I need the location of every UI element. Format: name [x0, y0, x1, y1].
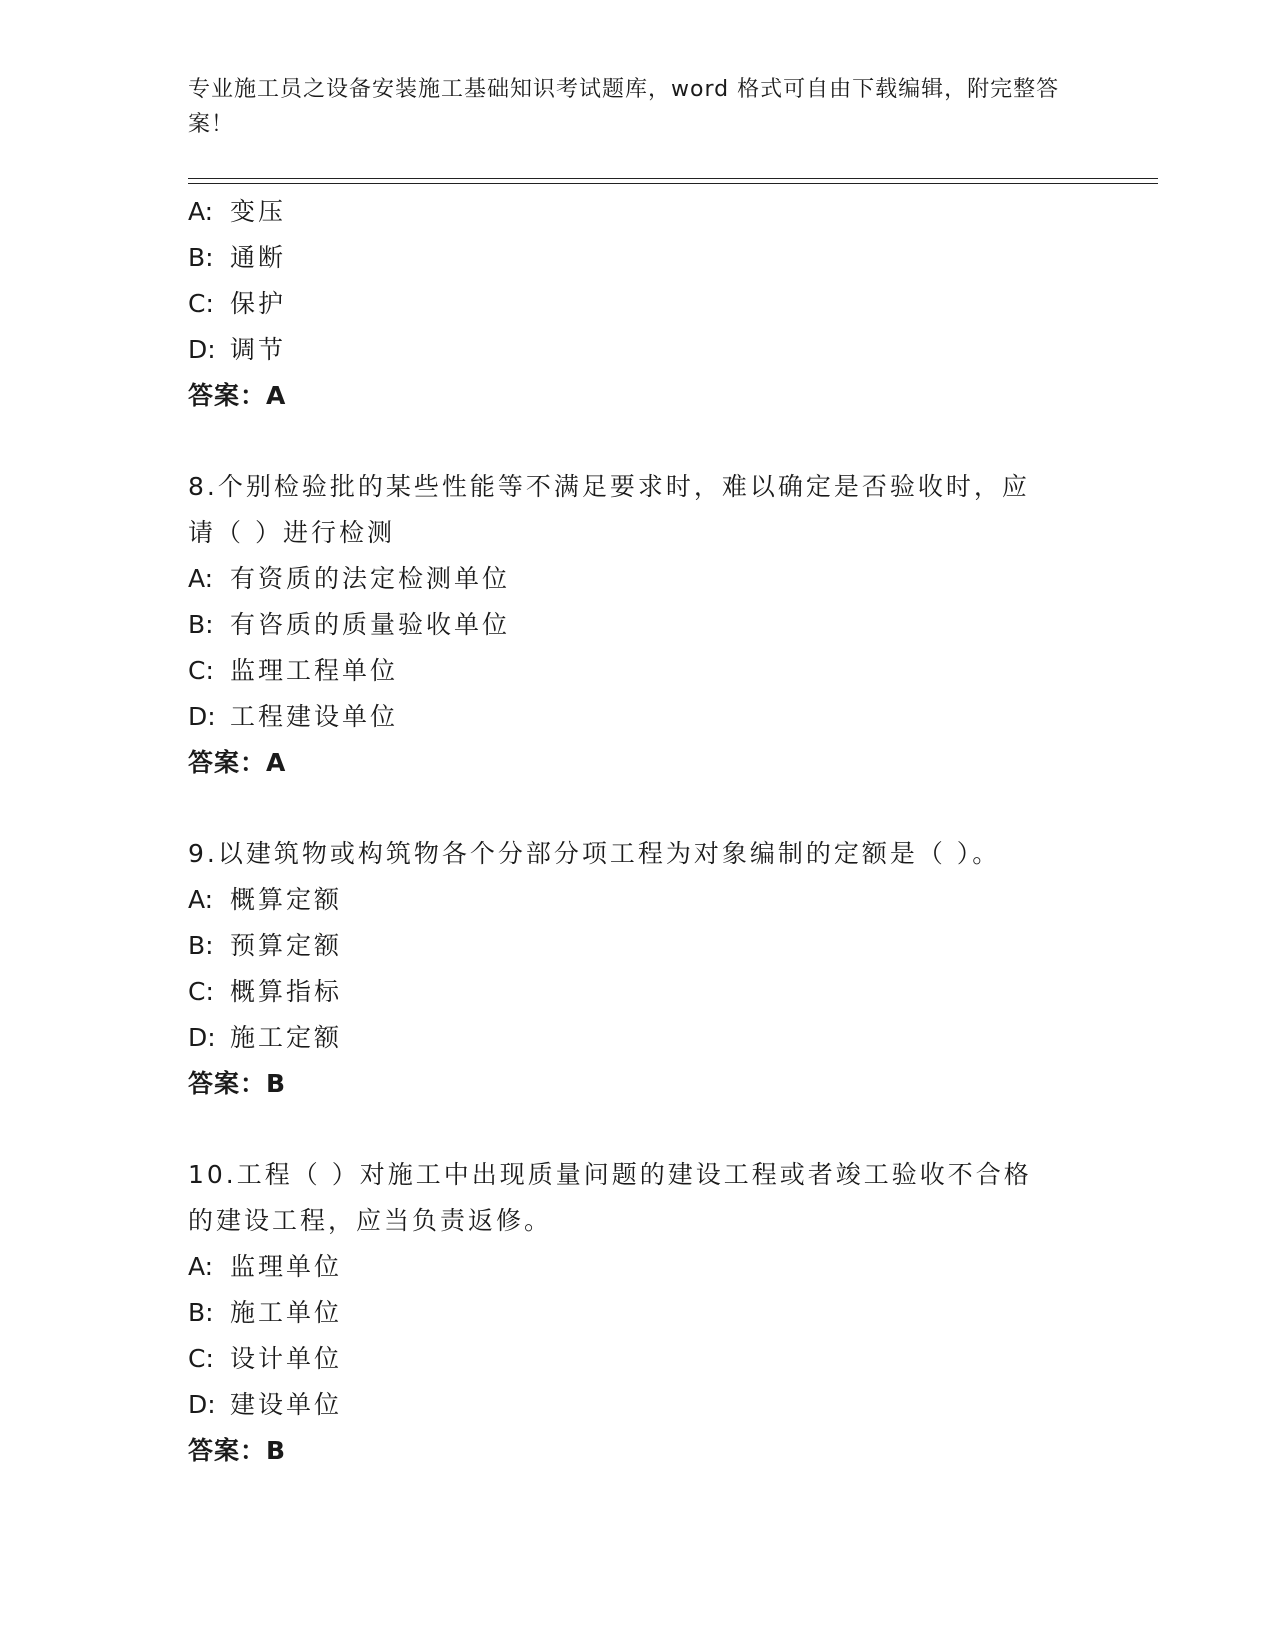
option-a: A: 有资质的法定检测单位	[188, 564, 511, 593]
option-c: C: 概算指标	[188, 977, 343, 1006]
option-c: C: 保护	[188, 289, 287, 318]
option-c: C: 设计单位	[188, 1344, 343, 1373]
answer-line: 答案：B	[188, 1069, 287, 1098]
document-header: 专业施工员之设备安装施工基础知识考试题库，word 格式可自由下载编辑，附完整答案！	[188, 77, 1060, 137]
question-stem: 9.以建筑物或构筑物各个分部分项工程为对象编制的定额是（ ）。	[188, 839, 1001, 868]
answer-line: 答案：B	[188, 1436, 287, 1465]
header-divider-bottom	[188, 183, 1158, 184]
answer-line: 答案：A	[188, 748, 287, 777]
spacer	[188, 786, 1088, 831]
option-a: A: 监理单位	[188, 1252, 343, 1281]
spacer	[188, 1107, 1088, 1152]
option-d: D: 建设单位	[188, 1390, 343, 1419]
option-d: D: 调节	[188, 335, 287, 364]
question-block-10	[188, 1152, 1088, 1474]
question-list	[188, 189, 1088, 1474]
option-c: C: 监理工程单位	[188, 656, 399, 685]
question-stem: 8.个别检验批的某些性能等不满足要求时，难以确定是否验收时，应	[188, 472, 1030, 501]
question-stem: 10.工程（ ）对施工中出现质量问题的建设工程或者竣工验收不合格	[188, 1160, 1032, 1189]
answer-line: 答案：A	[188, 381, 287, 410]
spacer	[188, 419, 1088, 464]
header-divider-top	[188, 178, 1158, 179]
option-a: A: 概算定额	[188, 885, 343, 914]
option-b: B: 预算定额	[188, 931, 343, 960]
question-block-8	[188, 464, 1088, 786]
option-d: D: 施工定额	[188, 1023, 343, 1052]
question-stem-continued: 的建设工程，应当负责返修。	[188, 1206, 553, 1235]
option-b: B: 施工单位	[188, 1298, 343, 1327]
option-d: D: 工程建设单位	[188, 702, 399, 731]
option-b: B: 通断	[188, 243, 287, 272]
question-block-9	[188, 831, 1088, 1107]
option-b: B: 有咨质的质量验收单位	[188, 610, 511, 639]
question-block-continued	[188, 189, 1088, 419]
question-stem-continued: 请（ ）进行检测	[188, 518, 395, 547]
option-a: A: 变压	[188, 197, 287, 226]
